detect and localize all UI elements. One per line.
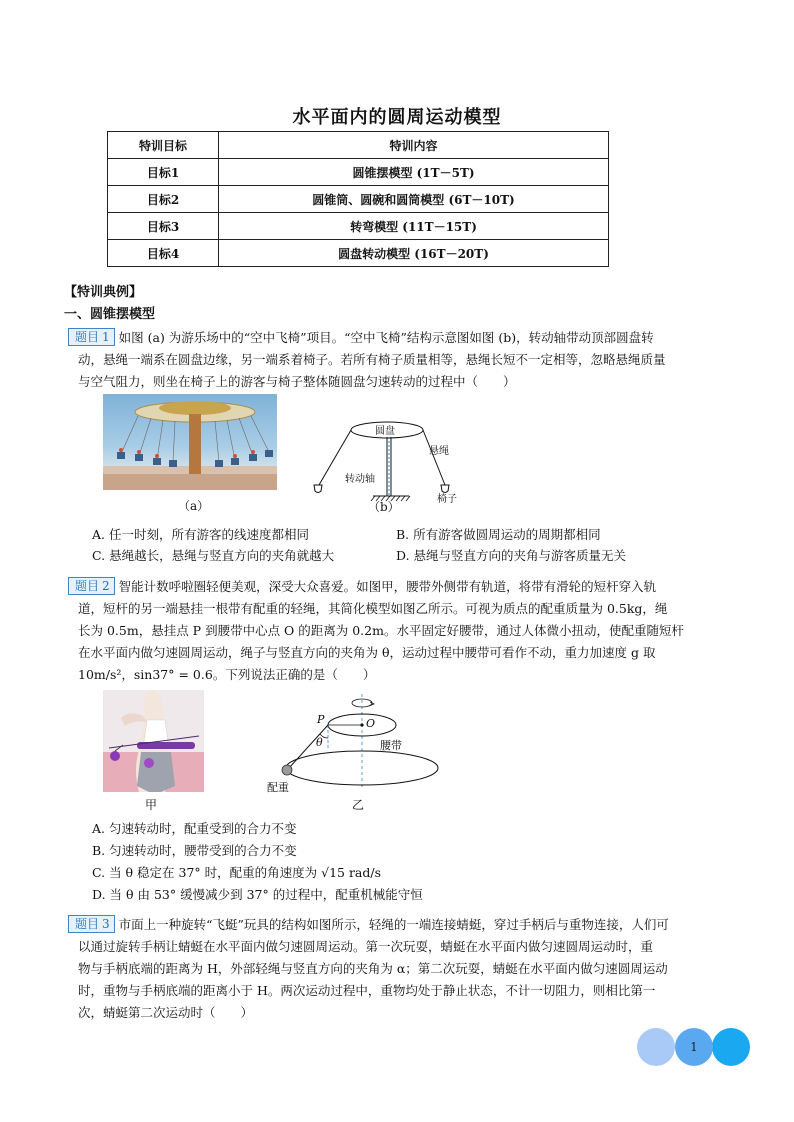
question-line: 次，蜻蜓第二次运动时（ ） xyxy=(78,1005,254,1020)
page-title: 水平面内的圆周运动模型 xyxy=(292,107,502,128)
figure-caption-a: （a） xyxy=(178,499,210,513)
question-2 xyxy=(68,576,740,686)
question-line: 动，悬绳一端系在圆盘边缘，另一端系着椅子。若所有椅子质量相等，悬绳长短不一定相等，忽略悬绳质量 xyxy=(78,352,666,367)
question-number: 3 xyxy=(102,917,110,931)
question-number: 1 xyxy=(102,330,110,344)
question-tag xyxy=(68,328,115,346)
question-1-text xyxy=(68,327,740,393)
question-3 xyxy=(68,914,740,1024)
question-2-text xyxy=(68,576,740,686)
section-heading: 【特训典例】 xyxy=(64,285,143,300)
option-d: D. 悬绳与竖直方向的夹角与游客质量无关 xyxy=(396,548,627,563)
question-line: 智能计数呼啦圈轻便美观，深受大众喜爱。如图甲，腰带外侧带有轨道，将带有滑轮的短杆穿入轨 xyxy=(118,579,657,594)
question-line: 在水平面内做匀速圆周运动，绳子与竖直方向的夹角为 θ，运动过程中腰带可看作不动，重力加速度 g 取 xyxy=(78,645,656,660)
question-line: 以通过旋转手柄让蜻蜓在水平面内做匀速圆周运动。第一次玩耍，蜻蜓在水平面内做匀速圆周运动时，重 xyxy=(78,939,654,954)
table-row xyxy=(108,213,609,240)
table-header-row xyxy=(108,132,609,159)
table-cell: 圆锥筒、圆碗和圆筒模型 (6T－10T) xyxy=(219,186,609,213)
question-3-text xyxy=(68,914,740,1024)
diagram-label-o: O xyxy=(366,717,376,730)
question-line: 10m/s²，sin37° = 0.6。下列说法正确的是（ ） xyxy=(78,667,376,682)
question-line: 市面上一种旋转“飞蜓”玩具的结构如图所示，轻绳的一端连接蜻蜓，穿过手柄后与重物连接，人们可 xyxy=(118,917,669,932)
question-line: 长为 0.5m，悬挂点 P 到腰带中心点 O 的距离为 0.2m。水平固定好腰带，通过人体微小扭动，使配重随短杆 xyxy=(78,623,684,638)
question-line: 与空气阻力，则坐在椅子上的游客与椅子整体随圆盘匀速转动的过程中（ ） xyxy=(78,374,516,389)
table-row xyxy=(108,159,609,186)
option-b: B. 所有游客做圆周运动的周期都相同 xyxy=(396,527,601,542)
question-line: 时，重物与手柄底端的距离小于 H。两次运动过程中，重物均处于静止状态，不计一切阻力，则相比第一 xyxy=(78,983,656,998)
diagram-label-axis: 转动轴 xyxy=(345,474,375,485)
option-c: C. 悬绳越长，悬绳与竖直方向的夹角就越大 xyxy=(92,548,335,563)
question-line: 道，短杆的另一端悬挂一根带有配重的轻绳，其简化模型如图乙所示。可视为质点的配重质量为 0.5kg，绳 xyxy=(78,601,668,616)
swing-ride-photo xyxy=(103,394,277,490)
table-cell: 圆盘转动模型 (16T－20T) xyxy=(219,240,609,267)
question-tag-label: 题目 xyxy=(75,579,100,593)
diagram-label-belt: 腰带 xyxy=(380,739,402,752)
question-line: 物与手柄底端的距离为 H，外部轻绳与竖直方向的夹角为 α；第二次玩耍，蜻蜓在水平面内做匀速圆周运动 xyxy=(78,961,668,976)
table-header-cell: 特训目标 xyxy=(108,132,219,159)
page-badge-circle xyxy=(712,1028,750,1066)
hula-hoop-diagram xyxy=(262,690,442,795)
diagram-label-chair: 椅子 xyxy=(437,494,457,505)
question-tag xyxy=(68,915,115,933)
diagram-label-p: P xyxy=(317,713,325,726)
table-row xyxy=(108,186,609,213)
table-cell: 目标1 xyxy=(108,159,219,186)
table-cell: 转弯模型 (11T－15T) xyxy=(219,213,609,240)
option-b: B. 匀速转动时，腰带受到的合力不变 xyxy=(92,843,297,858)
table-cell: 圆锥摆模型 (1T－5T) xyxy=(219,159,609,186)
option-a: A. 任一时刻，所有游客的线速度都相同 xyxy=(92,527,309,542)
question-line: 如图 (a) 为游乐场中的“空中飞椅”项目。“空中飞椅”结构示意图如图 (b)，转动轴带动顶部圆盘转 xyxy=(118,330,654,345)
page-badge-circle xyxy=(637,1028,675,1066)
figure-caption-b: （b） xyxy=(368,500,400,514)
page-number: 1 xyxy=(690,1040,698,1054)
option-a: A. 匀速转动时，配重受到的合力不变 xyxy=(92,821,297,836)
question-tag-label: 题目 xyxy=(75,330,100,344)
table-row xyxy=(108,240,609,267)
goals-table xyxy=(107,131,609,267)
option-d: D. 当 θ 由 53° 缓慢减少到 37° 的过程中，配重机械能守恒 xyxy=(92,887,423,902)
table-cell: 目标3 xyxy=(108,213,219,240)
question-1 xyxy=(68,327,740,393)
diagram-label-rope: 悬绳 xyxy=(429,446,449,457)
diagram-label-theta: θ xyxy=(316,736,323,749)
option-c: C. 当 θ 稳定在 37° 时，配重的角速度为 √15 rad/s xyxy=(92,865,382,880)
table-header-cell: 特训内容 xyxy=(219,132,609,159)
table-cell: 目标2 xyxy=(108,186,219,213)
diagram-label-weight: 配重 xyxy=(267,781,289,794)
figure-caption-jia: 甲 xyxy=(145,798,158,812)
hula-hoop-photo xyxy=(103,690,204,792)
question-tag xyxy=(68,577,115,595)
figure-caption-yi: 乙 xyxy=(352,798,365,812)
swing-ride-diagram xyxy=(305,412,475,512)
question-number: 2 xyxy=(102,579,110,593)
table-cell: 目标4 xyxy=(108,240,219,267)
diagram-label-disk: 圆盘 xyxy=(375,426,395,437)
section-subheading: 一、圆锥摆模型 xyxy=(64,307,156,322)
question-tag-label: 题目 xyxy=(75,917,100,931)
